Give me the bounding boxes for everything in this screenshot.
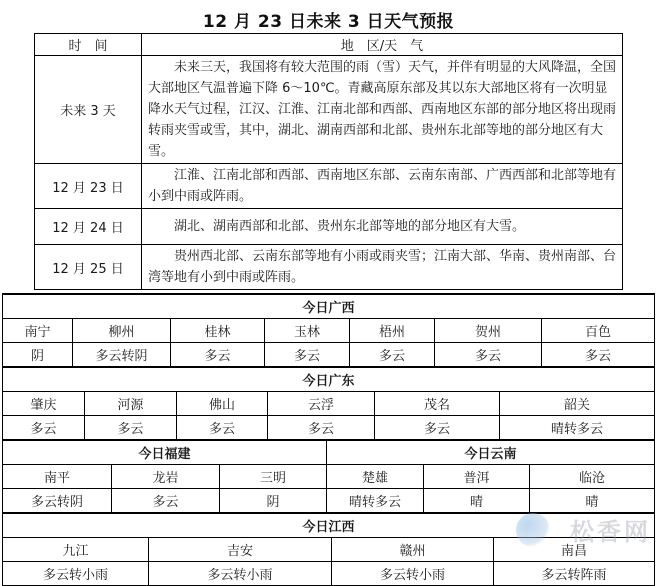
- city-cell: 赣州: [332, 538, 494, 562]
- weather-cell: 多云: [268, 416, 375, 440]
- time-cell: 12 月 23 日: [35, 164, 142, 209]
- city-cell: 普洱: [424, 465, 530, 489]
- region-title: 今日广东: [3, 368, 655, 392]
- city-cell: 南平: [3, 465, 112, 489]
- forecast-header-region-weather: 地 区/天 气: [142, 34, 623, 56]
- weather-cell: 多云: [375, 416, 500, 440]
- weather-cell: 多云: [171, 343, 265, 367]
- time-cell: 未来 3 天: [35, 56, 142, 164]
- city-cell: 茂名: [375, 392, 500, 416]
- time-cell: 12 月 25 日: [35, 245, 142, 290]
- forecast-row-dec24: [35, 209, 623, 245]
- city-cell: 梧州: [350, 319, 435, 343]
- forecast-row-dec23: [35, 164, 623, 209]
- weather-cell: 多云转阵雨: [494, 562, 655, 586]
- region-title: 今日江西: [3, 514, 655, 538]
- city-cell: 贺州: [435, 319, 542, 343]
- city-cell: 南宁: [3, 319, 73, 343]
- weather-cell: 晴转多云: [327, 489, 424, 513]
- forecast-text: 未来三天，我国将有较大范围的雨（雪）天气，并伴有明显的大风降温，全国大部地区气温普遍下降 6～10℃。青藏高原东部及其以东大部地区将有一次明显降水天气过程，江汉、江淮、江南北部和西部、西南地区东部的部分地区将出现雨转雨夹雪或雪，其中，湖北、湖南西部和北部、贵州东北部等地的部分地区有大雪。: [142, 56, 623, 164]
- region-table-fujian-yunnan: [2, 440, 655, 513]
- weather-cell: 多云: [435, 343, 542, 367]
- forecast-header-time: 时 间: [35, 34, 142, 56]
- weather-cell: 阴: [220, 489, 327, 513]
- weather-cell: 多云转阴: [3, 489, 112, 513]
- weather-cell: 多云转小雨: [3, 562, 149, 586]
- weather-cell: 多云: [3, 416, 85, 440]
- page-title: 12 月 23 日未来 3 日天气预报: [202, 12, 455, 32]
- weather-cell: 多云: [542, 343, 655, 367]
- weather-row: [3, 489, 655, 513]
- city-cell: 三明: [220, 465, 327, 489]
- city-cell: 百色: [542, 319, 655, 343]
- forecast-table: [34, 33, 623, 290]
- weather-row: [3, 416, 655, 440]
- city-cell: 柳州: [73, 319, 171, 343]
- region-title: 今日广西: [3, 294, 655, 319]
- weather-cell: 晴: [424, 489, 530, 513]
- weather-cell: 晴: [530, 489, 655, 513]
- forecast-text: 湖北、湖南西部和北部、贵州东北部等地的部分地区有大雪。: [142, 209, 623, 245]
- forecast-text: 江淮、江南北部和西部、西南地区东部、云南东南部、广西西部和北部等地有小到中雨或阵雨。: [142, 164, 623, 209]
- forecast-text: 贵州西北部、云南东部等地有小雨或雨夹雪；江南大部、华南、贵州南部、台湾等地有小到中雨或阵雨。: [142, 245, 623, 290]
- weather-row: [3, 343, 655, 367]
- region-title: 今日云南: [327, 441, 655, 465]
- city-row: [3, 465, 655, 489]
- city-cell: 吉安: [149, 538, 332, 562]
- weather-cell: 多云: [85, 416, 177, 440]
- city-row: [3, 319, 655, 343]
- city-cell: 临沧: [530, 465, 655, 489]
- city-row: [3, 392, 655, 416]
- weather-cell: 多云转小雨: [149, 562, 332, 586]
- city-cell: 云浮: [268, 392, 375, 416]
- weather-cell: 晴转多云: [500, 416, 655, 440]
- city-cell: 南昌: [494, 538, 655, 562]
- city-cell: 桂林: [171, 319, 265, 343]
- city-cell: 玉林: [265, 319, 350, 343]
- region-table-guangxi: [2, 293, 655, 367]
- forecast-row-next3days: [35, 56, 623, 164]
- forecast-row-dec25: [35, 245, 623, 290]
- weather-cell: 阴: [3, 343, 73, 367]
- weather-cell: 多云转阴: [73, 343, 171, 367]
- region-table-jiangxi: [2, 513, 655, 586]
- region-forecast-block: [2, 293, 657, 586]
- region-table-guangdong: [2, 367, 655, 440]
- weather-cell: 多云: [350, 343, 435, 367]
- city-cell: 龙岩: [112, 465, 220, 489]
- city-cell: 韶关: [500, 392, 655, 416]
- city-row: [3, 538, 655, 562]
- city-cell: 九江: [3, 538, 149, 562]
- city-cell: 河源: [85, 392, 177, 416]
- weather-cell: 多云: [265, 343, 350, 367]
- time-cell: 12 月 24 日: [35, 209, 142, 245]
- weather-cell: 多云: [177, 416, 268, 440]
- city-cell: 楚雄: [327, 465, 424, 489]
- region-title: 今日福建: [3, 441, 327, 465]
- weather-cell: 多云: [112, 489, 220, 513]
- watermark-text: 松香网: [570, 518, 651, 546]
- city-cell: 佛山: [177, 392, 268, 416]
- weather-cell: 多云转小雨: [332, 562, 494, 586]
- city-cell: 肇庆: [3, 392, 85, 416]
- weather-row: [3, 562, 655, 586]
